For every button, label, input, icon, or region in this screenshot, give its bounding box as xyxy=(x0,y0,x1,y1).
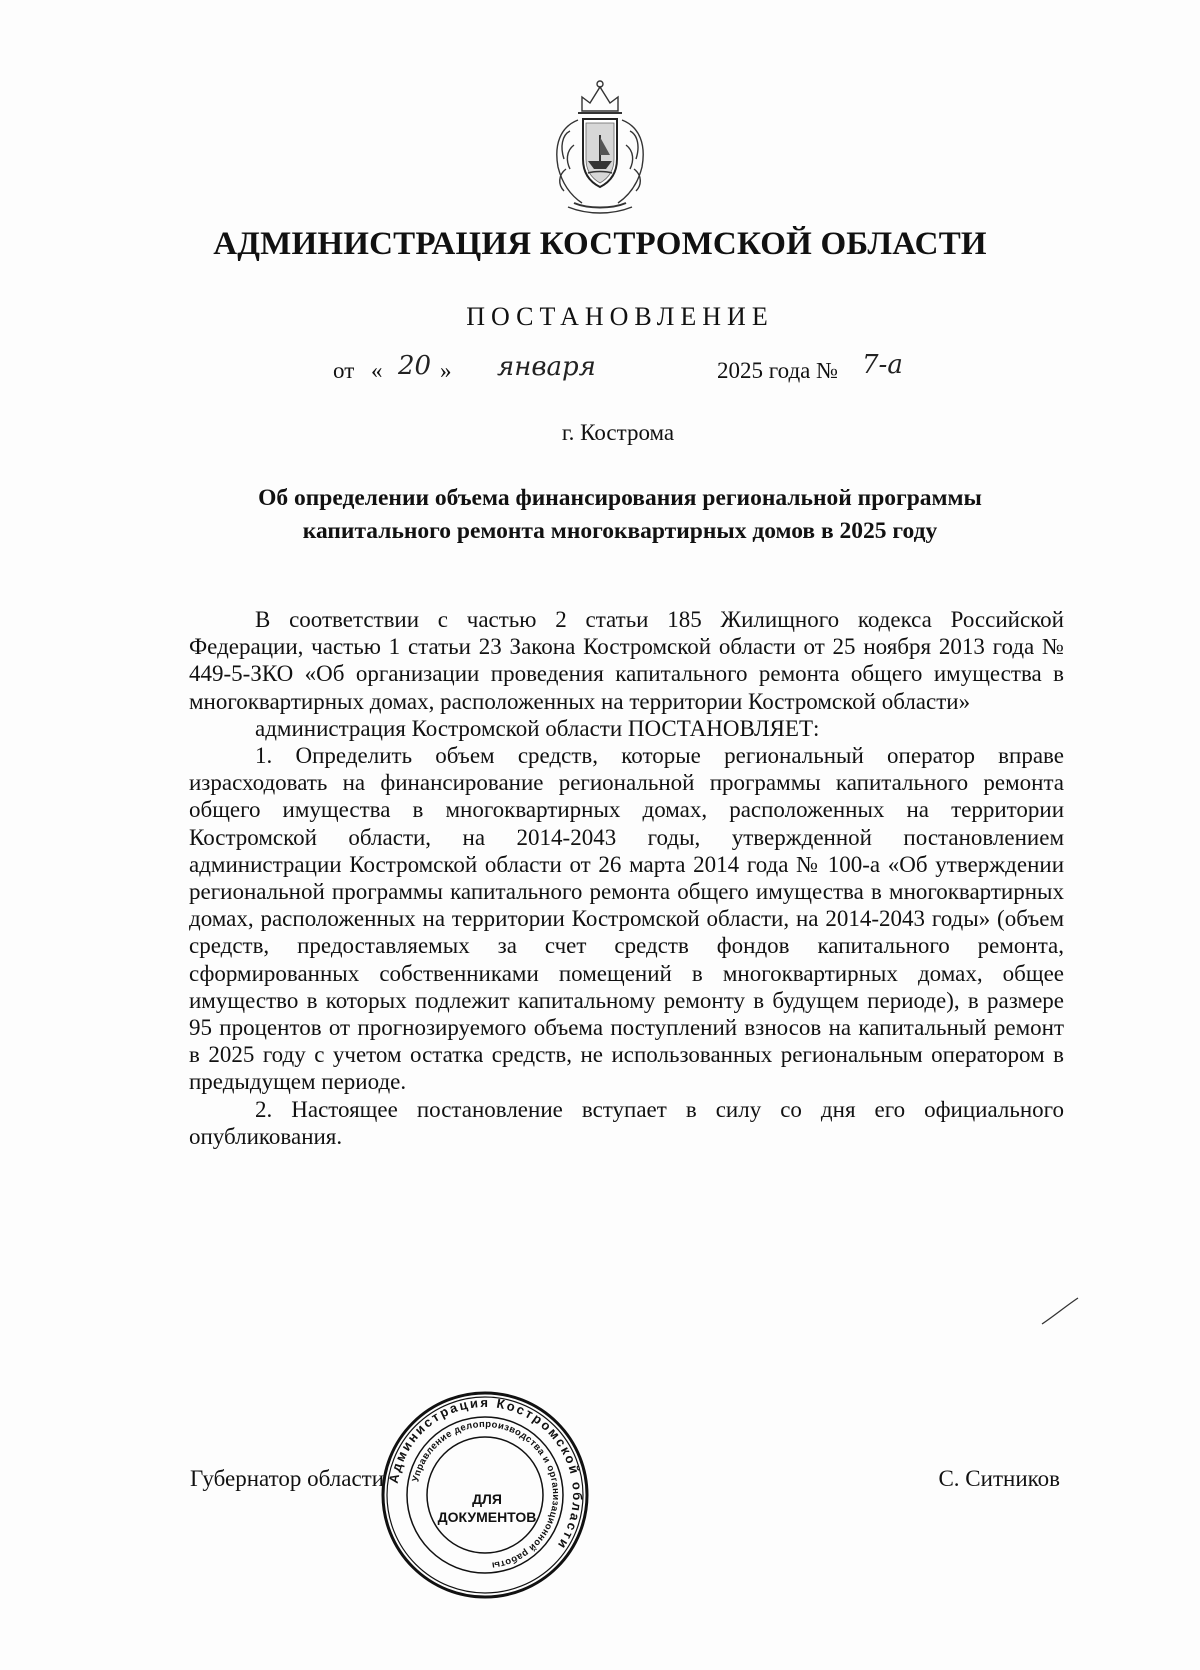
document-type: ПОСТАНОВЛЕНИЕ xyxy=(466,302,774,331)
signatory-name: С. Ситников xyxy=(938,1466,1060,1491)
subject-line: Об определении объема финансирования региональной программы xyxy=(258,485,982,511)
coat-of-arms-icon xyxy=(548,75,652,217)
svg-text:Управление делопроизводства и: Управление делопроизводства и организационной работы xyxy=(410,1418,562,1571)
city: г. Кострома xyxy=(561,420,675,445)
date-prefix: от xyxy=(333,358,355,383)
svg-text:Администрация Костромской обла: Администрация Костромской области xyxy=(385,1394,586,1554)
handwritten-mark-icon xyxy=(1040,1296,1080,1326)
body-paragraph: администрация Костромской области ПОСТАНОВЛЯЕТ: xyxy=(255,715,820,741)
document-subject xyxy=(170,482,1070,548)
year-number-label: 2025 года № xyxy=(717,358,839,383)
document-body xyxy=(189,606,1064,1150)
handwritten-month: января xyxy=(497,352,596,382)
subject-line: капитального ремонта многоквартирных домов в 2025 году xyxy=(302,518,938,544)
body-paragraph: 2. Настоящее постановление вступает в силу со дня его официального опубликования. xyxy=(189,1096,1064,1149)
date-line xyxy=(0,350,1200,398)
organization-name: АДМИНИСТРАЦИЯ КОСТРОМСКОЙ ОБЛАСТИ xyxy=(213,226,987,262)
seal-center-text xyxy=(432,1490,542,1526)
handwritten-day: 20 xyxy=(398,351,432,381)
handwritten-number: 7-а xyxy=(862,350,903,380)
body-paragraph: 1. Определить объем средств, которые региональный оператор вправе израсходовать на финансирование региональной программы капитального ремонта общего имущества в многоквартирных домах, расположенных на территории Костромской области, на 2014-2043 годы, утвержденной постановлением администрации Костромской области от 26 марта 2014 года № 100-а «Об утверждении региональной программы капитального ремонта общего имущества в многоквартирных домах, расположенных на территории Костромской области, на 2014-2043 годы» (объем средств, предоставляемых за счет средств фондов капитального ремонта, сформированных собственниками помещений в многоквартирных домах, общее имущество в которых подлежит капитальному ремонту в будущем периоде), в размере 95 процентов от прогнозируемого объема поступлений взносов на капитальный ремонт в 2025 году с учетом остатка средств, не использованных региональным оператором в предыдущем периоде. xyxy=(189,743,1064,1095)
seal-center-line: ДОКУМЕНТОВ xyxy=(437,1509,537,1525)
body-paragraph: В соответствии с частью 2 статьи 185 Жилищного кодекса Российской Федерации, частью 1 статьи 23 Закона Костромской области от 25 ноября 2013 года № 449-5-ЗКО «Об организации проведения капитального ремонта общего имущества в многоквартирных домах, расположенных на территории Костромской области» xyxy=(189,607,1064,714)
quote-open: « xyxy=(371,358,383,383)
seal-center-line: ДЛЯ xyxy=(472,1491,502,1507)
signatory-position: Губернатор области xyxy=(190,1466,385,1491)
quote-close: » xyxy=(440,358,452,383)
